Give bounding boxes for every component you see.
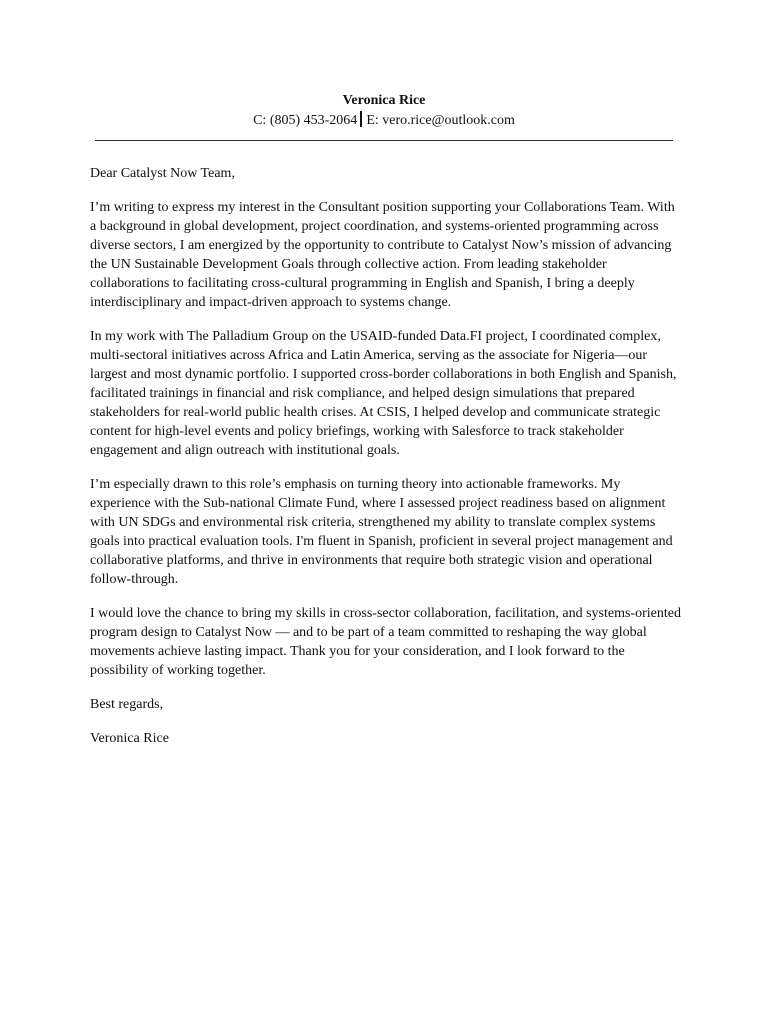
contact-phone: C: (805) 453-2064 — [253, 113, 358, 128]
paragraph-4: I would love the chance to bring my skills in cross-sector collaboration, facilitation, and systems-oriented program design to Catalyst Now — and to be part of a team committed to reshaping the way global movements achieve lasting impact. Thank you for your consideration, and I look forward to the possibility of working together. — [90, 606, 681, 678]
closing: Best regards, — [90, 697, 164, 712]
signature: Veronica Rice — [90, 731, 169, 746]
contact-email: E: vero.rice@outlook.com — [366, 113, 515, 128]
paragraph-3: I’m especially drawn to this role’s emphasis on turning theory into actionable frameworks. My experience with the Sub-national Climate Fund, where I assessed project readiness based on alignment with UN SDGs and environmental risk criteria, strengthened my ability to translate complex systems goals into practical evaluation tools. I'm fluent in Spanish, proficient in several project management and collaborative platforms, and thrive in environments that require both strategic vision and operational follow-through. — [90, 477, 673, 587]
letter-body — [90, 164, 682, 748]
greeting: Dear Catalyst Now Team, — [90, 166, 235, 181]
paragraph-1: I’m writing to express my interest in the Consultant position supporting your Collaborations Team. With a background in global development, project coordination, and systems-oriented programming across diverse sectors, I am energized by the opportunity to contribute to Catalyst Now’s mission of advancing the UN Sustainable Development Goals through collective action. From leading stakeholder collaborations to facilitating cross-cultural programming in English and Spanish, I bring a deeply interdisciplinary and impact-driven approach to systems change. — [90, 200, 675, 310]
contact-separator — [360, 111, 362, 127]
letter-header — [90, 92, 678, 130]
header-divider — [95, 140, 673, 141]
paragraph-2: In my work with The Palladium Group on the USAID-funded Data.FI project, I coordinated complex, multi-sectoral initiatives across Africa and Latin America, serving as the associate for Nigeria—our largest and most dynamic portfolio. I supported cross-border collaborations in both English and Spanish, facilitated trainings in financial and risk compliance, and helped design simulations that prepared stakeholders for real-world public health crises. At CSIS, I helped develop and communicate strategic content for high-level events and policy briefings, working with Salesforce to track stakeholder engagement and align outreach with institutional goals. — [90, 329, 677, 458]
sender-name: Veronica Rice — [342, 93, 426, 108]
contact-line — [90, 111, 678, 130]
